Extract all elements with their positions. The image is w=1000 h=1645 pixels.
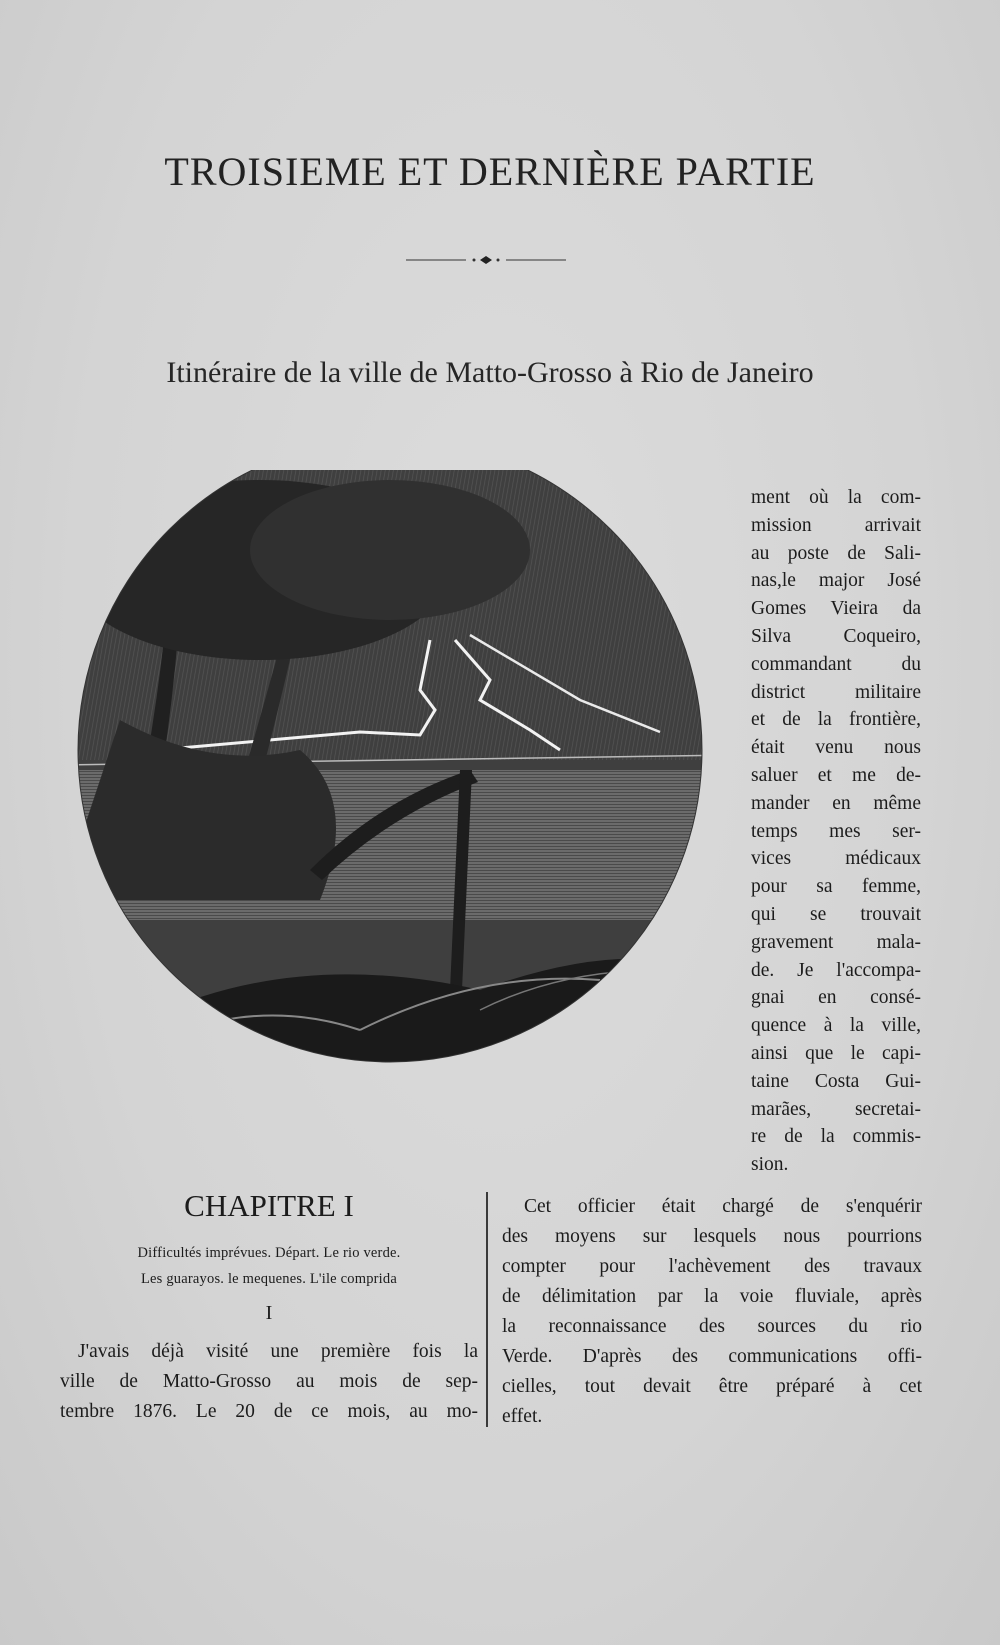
text-line: J'avais déjà visité une première fois la xyxy=(78,1341,478,1362)
right-column-text xyxy=(751,484,921,1179)
text-line: mander en même xyxy=(751,792,921,814)
summary-line: Difficultés imprévues. Départ. Le rio verde. xyxy=(137,1245,401,1261)
text-line: mission arrivait xyxy=(751,514,921,536)
text-line: et de la frontière, xyxy=(751,709,921,731)
left-column-text xyxy=(60,1337,478,1427)
text-line: re de la commis- xyxy=(751,1126,921,1148)
text-line: effet. xyxy=(502,1406,543,1427)
text-line: Gomes Vieira da xyxy=(751,598,921,620)
text-line: tembre 1876. Le 20 de ce mois, au mo- xyxy=(60,1401,478,1422)
text-line: Silva Coqueiro, xyxy=(751,625,921,647)
text-line: saluer et me de- xyxy=(751,764,921,786)
chapter-title: CHAPITRE I xyxy=(184,1188,354,1223)
text-line: ment où la com- xyxy=(751,487,921,508)
text-line: compter pour l'achèvement des travaux xyxy=(502,1256,922,1277)
text-line: ainsi que le capi- xyxy=(751,1042,921,1064)
summary-line: Les guarayos. le mequenes. L'ile comprida xyxy=(140,1271,398,1287)
text-line: commandant du xyxy=(751,653,921,675)
text-line: au poste de Sali- xyxy=(751,542,921,564)
ornament-divider-icon xyxy=(406,252,566,268)
text-line: temps mes ser- xyxy=(751,820,921,842)
section-subtitle: Itinéraire de la ville de Matto-Grosso à Rio de Janeiro xyxy=(166,356,814,389)
text-line: pour sa femme, xyxy=(751,876,921,898)
chapter-summary xyxy=(60,1240,478,1292)
section-number: I xyxy=(265,1302,273,1324)
text-line: district militaire xyxy=(751,681,921,703)
text-line: nas,le major José xyxy=(751,570,921,592)
text-line: la reconnaissance des sources du rio xyxy=(502,1316,922,1337)
text-line: vices médicaux xyxy=(751,848,921,870)
text-line: gnai en consé- xyxy=(751,987,921,1009)
text-line: était venu nous xyxy=(751,737,921,759)
chapter-opening xyxy=(60,1188,478,1427)
column-divider xyxy=(486,1192,488,1427)
text-line: cielles, tout devait être préparé à cet xyxy=(502,1376,922,1397)
text-line: qui se trouvait xyxy=(751,903,921,925)
text-line: de délimitation par la voie fluviale, après xyxy=(502,1286,922,1307)
text-line: gravement mala- xyxy=(751,931,921,953)
text-line: ville de Matto-Grosso au mois de sep- xyxy=(60,1371,478,1392)
text-line: de. Je l'accompa- xyxy=(751,959,921,981)
bottom-right-text xyxy=(502,1192,922,1432)
text-line: Cet officier était chargé de s'enquérir xyxy=(524,1196,922,1217)
storm-over-river-engraving-icon xyxy=(60,470,740,1190)
text-line: sion. xyxy=(751,1154,789,1176)
text-line: taine Costa Gui- xyxy=(751,1070,921,1092)
text-line: quence à la ville, xyxy=(751,1015,921,1037)
text-line: Verde. D'après des communications offi- xyxy=(502,1346,922,1367)
text-line: des moyens sur lesquels nous pourrions xyxy=(502,1226,922,1247)
text-line: marães, secretai- xyxy=(751,1098,921,1120)
part-title: TROISIEME ET DERNIÈRE PARTIE xyxy=(164,149,816,194)
